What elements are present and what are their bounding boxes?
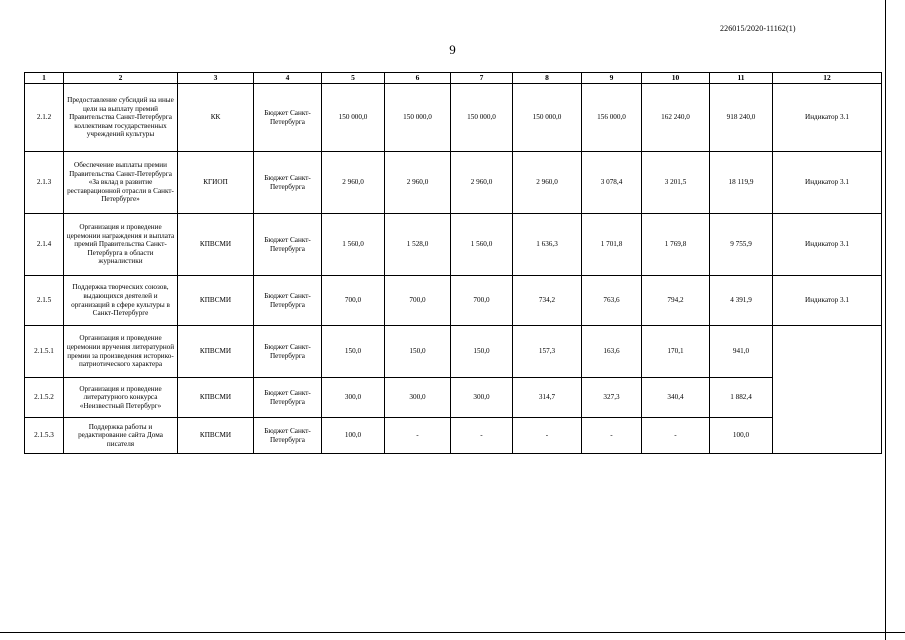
row-value: 162 240,0 bbox=[642, 84, 710, 152]
program-table bbox=[24, 72, 882, 454]
row-name: Поддержка творческих союзов, выдающихся деятелей и организаций в сфере культуры в Санкт-Петербурге bbox=[64, 276, 178, 326]
row-value: 1 769,8 bbox=[642, 214, 710, 276]
row-indicator: Индикатор 3.1 bbox=[773, 152, 882, 214]
row-value: 700,0 bbox=[385, 276, 451, 326]
row-total: 100,0 bbox=[710, 418, 773, 454]
row-source: Бюджет Санкт-Петербурга bbox=[254, 276, 322, 326]
row-total: 918 240,0 bbox=[710, 84, 773, 152]
row-source: Бюджет Санкт-Петербурга bbox=[254, 214, 322, 276]
page-edge-bottom bbox=[0, 632, 905, 633]
row-value: 163,6 bbox=[582, 326, 642, 378]
row-indicator: Индикатор 3.1 bbox=[773, 84, 882, 152]
row-value: 170,1 bbox=[642, 326, 710, 378]
row-value: 300,0 bbox=[451, 378, 513, 418]
row-value: 150,0 bbox=[322, 326, 385, 378]
row-name: Обеспечение выплаты премии Правительства Санкт-Петербурга «За вклад в развитие реставрационной отрасли в Санкт-Петербурге» bbox=[64, 152, 178, 214]
row-value: 1 528,0 bbox=[385, 214, 451, 276]
col-header: 3 bbox=[178, 73, 254, 84]
row-value: 156 000,0 bbox=[582, 84, 642, 152]
row-value: 150,0 bbox=[385, 326, 451, 378]
row-value: 2 960,0 bbox=[322, 152, 385, 214]
row-number: 2.1.5 bbox=[25, 276, 64, 326]
page-edge-right bbox=[885, 0, 886, 640]
table-row bbox=[25, 378, 882, 418]
row-value: 100,0 bbox=[322, 418, 385, 454]
col-header: 12 bbox=[773, 73, 882, 84]
row-total: 18 119,9 bbox=[710, 152, 773, 214]
row-executor: КПВСМИ bbox=[178, 326, 254, 378]
row-value: 3 078,4 bbox=[582, 152, 642, 214]
table-row bbox=[25, 84, 882, 152]
row-total: 941,0 bbox=[710, 326, 773, 378]
table-row bbox=[25, 326, 882, 378]
row-value: 700,0 bbox=[322, 276, 385, 326]
col-header: 9 bbox=[582, 73, 642, 84]
indicator-merged-cell bbox=[773, 326, 882, 454]
row-number: 2.1.4 bbox=[25, 214, 64, 276]
col-header: 1 bbox=[25, 73, 64, 84]
row-value: 1 560,0 bbox=[322, 214, 385, 276]
row-value: 794,2 bbox=[642, 276, 710, 326]
row-name: Организация и проведение церемонии награждения и выплата премий Правительства Санкт-Петербурга в области журналистики bbox=[64, 214, 178, 276]
table-row bbox=[25, 276, 882, 326]
row-number: 2.1.5.1 bbox=[25, 326, 64, 378]
col-header: 2 bbox=[64, 73, 178, 84]
row-value: 150 000,0 bbox=[513, 84, 582, 152]
row-number: 2.1.2 bbox=[25, 84, 64, 152]
row-value: 3 201,5 bbox=[642, 152, 710, 214]
row-executor: КГИОП bbox=[178, 152, 254, 214]
row-value: 314,7 bbox=[513, 378, 582, 418]
row-value: 2 960,0 bbox=[513, 152, 582, 214]
col-header: 5 bbox=[322, 73, 385, 84]
row-executor: КПВСМИ bbox=[178, 378, 254, 418]
row-number: 2.1.5.3 bbox=[25, 418, 64, 454]
row-executor: КПВСМИ bbox=[178, 214, 254, 276]
row-value: 150 000,0 bbox=[322, 84, 385, 152]
row-value: 157,3 bbox=[513, 326, 582, 378]
row-source: Бюджет Санкт-Петербурга bbox=[254, 84, 322, 152]
col-header: 4 bbox=[254, 73, 322, 84]
row-value: 2 960,0 bbox=[385, 152, 451, 214]
row-value: - bbox=[582, 418, 642, 454]
row-source: Бюджет Санкт-Петербурга bbox=[254, 418, 322, 454]
row-indicator: Индикатор 3.1 bbox=[773, 214, 882, 276]
col-header: 8 bbox=[513, 73, 582, 84]
row-value: - bbox=[642, 418, 710, 454]
table-row bbox=[25, 418, 882, 454]
row-executor: КПВСМИ bbox=[178, 276, 254, 326]
col-header: 7 bbox=[451, 73, 513, 84]
row-value: - bbox=[385, 418, 451, 454]
col-header: 6 bbox=[385, 73, 451, 84]
row-total: 9 755,9 bbox=[710, 214, 773, 276]
row-value: - bbox=[451, 418, 513, 454]
row-executor: КК bbox=[178, 84, 254, 152]
header-row bbox=[25, 73, 882, 84]
row-value: 327,3 bbox=[582, 378, 642, 418]
row-total: 1 882,4 bbox=[710, 378, 773, 418]
row-number: 2.1.5.2 bbox=[25, 378, 64, 418]
col-header: 10 bbox=[642, 73, 710, 84]
row-value: 763,6 bbox=[582, 276, 642, 326]
row-name: Организация и проведение церемонии вручения литературной премии за произведения историко-патриотического характера bbox=[64, 326, 178, 378]
row-name: Организация и проведение литературного конкурса «Неизвестный Петербург» bbox=[64, 378, 178, 418]
row-source: Бюджет Санкт-Петербурга bbox=[254, 326, 322, 378]
row-source: Бюджет Санкт-Петербурга bbox=[254, 152, 322, 214]
row-value: 300,0 bbox=[322, 378, 385, 418]
row-value: 150 000,0 bbox=[385, 84, 451, 152]
document-number: 226015/2020-11162(1) bbox=[720, 24, 796, 33]
row-value: 1 560,0 bbox=[451, 214, 513, 276]
page-number: 9 bbox=[449, 42, 456, 57]
table-row bbox=[25, 214, 882, 276]
row-value: 2 960,0 bbox=[451, 152, 513, 214]
row-source: Бюджет Санкт-Петербурга bbox=[254, 378, 322, 418]
row-value: 734,2 bbox=[513, 276, 582, 326]
row-value: 1 636,3 bbox=[513, 214, 582, 276]
row-total: 4 391,9 bbox=[710, 276, 773, 326]
row-name: Предоставление субсидий на иные цели на выплату премий Правительства Санкт-Петербурга коллективам государственных учреждений культуры bbox=[64, 84, 178, 152]
row-value: 300,0 bbox=[385, 378, 451, 418]
row-value: 700,0 bbox=[451, 276, 513, 326]
row-value: 1 701,8 bbox=[582, 214, 642, 276]
row-executor: КПВСМИ bbox=[178, 418, 254, 454]
row-value: 340,4 bbox=[642, 378, 710, 418]
row-name: Поддержка работы и редактирование сайта Дома писателя bbox=[64, 418, 178, 454]
row-value: 150 000,0 bbox=[451, 84, 513, 152]
table-row bbox=[25, 152, 882, 214]
col-header: 11 bbox=[710, 73, 773, 84]
row-value: - bbox=[513, 418, 582, 454]
row-value: 150,0 bbox=[451, 326, 513, 378]
row-indicator: Индикатор 3.1 bbox=[773, 276, 882, 326]
row-number: 2.1.3 bbox=[25, 152, 64, 214]
